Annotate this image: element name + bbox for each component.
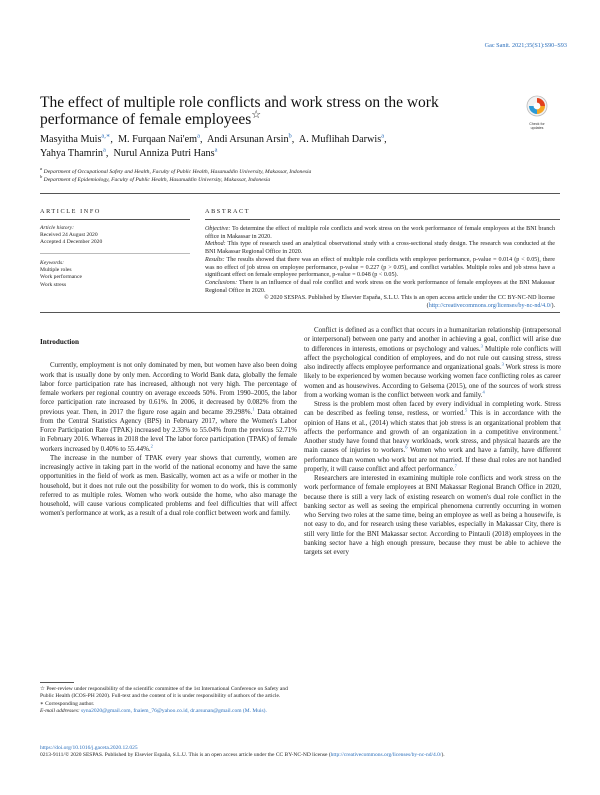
author-affiliation-mark[interactable]: a	[214, 146, 218, 154]
author-name[interactable]: Andi Arsunan Arsin	[207, 134, 289, 145]
article-title	[40, 94, 500, 128]
method-text: This type of research used an analytical observational study with a cross-sectional study design. The research was conducted at the BNI Makassar Regional Office in 2020.	[205, 241, 555, 256]
footer	[40, 745, 560, 760]
affiliation	[40, 176, 560, 184]
citation-ref[interactable]: 1	[252, 406, 255, 412]
abstract-copyright	[205, 295, 555, 310]
abstract-method	[205, 241, 555, 256]
header-divider	[40, 193, 560, 194]
footnotes	[40, 686, 297, 716]
received-date: Received 24 August 2020	[40, 232, 98, 239]
paragraph-text: Work stress is more likely to be experienced by women because working women face conflicting roles as career women and as housewives. According to Gelsema (2015), one of the sources of work stress from a working woman is the conflict between work and family.	[304, 363, 561, 399]
copyright-text: © 2020 SESPAS. Published by Elsevier España, S.L.U. This is an open access article under the CC BY-NC-ND license (	[264, 295, 555, 310]
conclusions-text: There is an influence of dual role conflict and work stress on the work performance of female employees at the BNI Makassar Regional Office in 2020.	[205, 279, 555, 294]
email-note	[40, 708, 297, 715]
affiliation-mark: b	[40, 174, 43, 180]
paragraph-text: Another study have found that heavy workloads, work stress, and physical hazards are the main causes of injuries to workers.	[304, 437, 561, 455]
article-history-label: Article history:	[40, 225, 75, 231]
author-name[interactable]: Masyitha Muis	[40, 134, 102, 145]
footnote-mark: ∗	[40, 700, 44, 707]
conclusions-label: Conclusions:	[205, 279, 238, 286]
license-text: 0213-9111/© 2020 SESPAS. Published by Elsevier España, S.L.U. This is an open access article under the CC BY-NC-ND license (	[40, 752, 331, 759]
license-link[interactable]: http://creativecommons.org/licenses/by-nc-nd/4.0/	[428, 303, 552, 310]
results-text: The results showed that there was an effect of multiple role conflicts with employee performance, p-value = 0.014 (p < 0.05), there was no effect of job stress on employee performance, p-value = 0.227 (p > 0.05), and conflict variables. Multiple roles and job stress have a significant effect on female employee performance, p-value = 0.048 (p < 0.05).	[205, 256, 555, 279]
paragraph	[304, 326, 561, 400]
paragraph-text: Stress is the problem most often faced by every individual in completing work. Stress can be described as feeling tense, restless, or worried.	[304, 400, 561, 418]
corresponding-text: Corresponding author.	[43, 700, 95, 707]
article-info-heading: ARTICLE INFO	[40, 208, 101, 215]
article-info-divider	[40, 219, 190, 220]
keywords-block	[40, 260, 190, 289]
license-end: ).	[441, 752, 445, 759]
abstract-divider	[205, 219, 560, 220]
keywords-label: Keywords:	[40, 260, 65, 266]
author-name[interactable]: Yahya Thamrin	[40, 148, 104, 159]
paragraph: Researchers are interested in examining multiple role conflicts and work stress on the work performance of female employees at BNI Makassar Regional Branch Office in 2020, because there is still a very lack of existing research on women's dual role conflict in the banking sector as well as seeing the empirical phenomena currently occurring in women who Serving two roles at the same time, being an employee as well as being a housewife, is not easy to do, and for research using these variables, especially in Makassar City, there is still very little for the BNI Makassar sector. According to Pintauli (2018) employees in the banking sector have a high enough pressure, because they must be able to achieve the targets set every	[304, 474, 561, 556]
affiliation	[40, 168, 560, 176]
email-addresses[interactable]: syna2020@gmail.com, fnaiem_76@yahoo.co.id, dr.arsunan@gmail.com (M. Muis).	[79, 708, 267, 715]
paragraph-text: Data obtained from the Central Statistics Agency (BPS) in February 2017, where the Women's Labor Force Participation Rate (TPAK) increased by 2.33% to 55.04% from the previous 52.71% in February 2016. Whereas in 2018 the level The labor force participation (TPAK) of female workers increased by 0.40% to 55.44%.	[40, 407, 297, 453]
paragraph	[40, 361, 297, 454]
peer-review-text: Peer-review under responsibility of the scientific committee of the 1st International Conference on Safety and Public Health (ICOS-PH 2020). Full-text and the content of it is under responsibility of authors of the article.	[40, 686, 288, 700]
author-affiliation-mark[interactable]: a	[103, 146, 106, 154]
license-link[interactable]: http://creativecommons.org/licenses/by-nc-nd/4.0/	[330, 752, 442, 759]
author-list: Masyitha Muis$^{a,∗}$, M. Furqaan $Nai'em^a$, Andi Arsunan Arsin$^b$, A. Muflihah Darwis$^a$, Yahya Thamrin$^a$, Nurul Anniza Putri Hans$^a$	[40, 132, 387, 159]
title-footnote-mark[interactable]: ☆	[251, 108, 262, 121]
left-column	[40, 338, 297, 519]
introduction-heading: Introduction	[40, 338, 80, 346]
keyword: Multiple roles	[40, 267, 72, 274]
abstract-heading: ABSTRACT	[205, 208, 251, 215]
citation-ref[interactable]: 7	[454, 463, 457, 469]
accepted-date: Accepted 4 December 2020	[40, 239, 103, 246]
footnote-mark: ☆	[40, 686, 45, 692]
article-history	[40, 225, 190, 247]
doi-link[interactable]: https://doi.org/10.1016/j.gaceta.2020.12.025	[40, 745, 138, 751]
article-info-subdivider	[40, 253, 190, 254]
keyword: Work performance	[40, 274, 82, 281]
results-label: Results:	[205, 256, 225, 263]
citation-ref[interactable]: 5	[558, 426, 561, 432]
paragraph: The increase in the number of TPAK every year shows that currently, women are increasingly active in taking part in the world of the national economy and have the same opportunities in the field of work as men. Basically, women act as a wife or mother in the household, but it does not rule out the possibility for women to do work, this is commonly referred to as multiple roles. Women who work outside the home, who also manage the household, will cause various complicated problems and feel difficulties that will affect women's performance at work, as a result of a dual role conflict between work and family.	[40, 453, 297, 518]
crossmark-icon	[524, 95, 550, 117]
method-label: Method:	[205, 241, 226, 248]
abstract-objective	[205, 226, 555, 241]
citation-ref[interactable]: 2	[150, 443, 153, 449]
copyright-end: ).	[551, 303, 555, 310]
keyword: Work stress	[40, 281, 67, 288]
author-affiliation-mark[interactable]: b	[288, 132, 292, 140]
paragraph-text: Women who work and have a family, have different performance than women who work but are not married. If these dual roles are not handled properly, it will cause conflict and affect performance.	[304, 446, 562, 473]
citation-ref[interactable]: 3	[480, 343, 483, 349]
objective-text: To determine the effect of multiple role conflicts and work stress on the work performance of female employees at the BNI branch office in Makassar in 2020.	[205, 226, 555, 240]
abstract-bottom-divider	[40, 312, 560, 313]
paragraph-text: Currently, employment is not only dominated by men, but women have also been doing work that is usually done by only men. According to World Bank data, globally the female labor force participation rate has increased, although not very high. The percentage of female workers per regional country on average exceeds 50%. From 1990–2005, the labor force participation rate increased by 0.61%. In 2006, it decreased by 0.082% from the previous year. Then, in 2017 the figure rose again and became 39.298%.	[40, 361, 297, 416]
check-for-updates-badge[interactable]	[524, 95, 550, 130]
check-for-updates-label: Check for updates	[529, 122, 545, 130]
author-name[interactable]: A. Muflihah Darwis	[298, 134, 382, 145]
author-affiliation-mark[interactable]: a	[381, 132, 385, 140]
paragraph-text: This is in accordance with the opinion of Hans et al., (2014) which states that job stress is an organizational problem that affects the performance and growth of an organization in a competitive environment.	[304, 409, 562, 436]
paragraph	[304, 400, 561, 474]
abstract-conclusions	[205, 280, 555, 295]
footer-license	[40, 752, 560, 759]
footnote-divider	[40, 682, 74, 683]
paragraph-text: Multiple role conflicts will affect the psychological condition of employees, and do not rule out causing stress, stress also indirectly affects employee performance and organizational goals.	[304, 344, 561, 371]
citation-ref[interactable]: 5	[465, 407, 468, 413]
peer-review-note	[40, 686, 297, 701]
title-text: The effect of multiple role conflicts and work stress on the work performance of female employees	[40, 94, 439, 128]
author-name[interactable]: Nurul Anniza Putri Hans	[113, 148, 215, 159]
abstract-body	[205, 226, 555, 311]
author-affiliation-mark[interactable]: a,∗	[101, 132, 111, 140]
citation-ref[interactable]: 4	[482, 389, 485, 395]
right-column	[304, 326, 561, 557]
affiliation-mark: a	[40, 166, 43, 172]
journal-reference[interactable]: Gac Sanit. 2021;35(S1):S90–S93	[484, 42, 567, 49]
email-label: E-mail addresses:	[40, 708, 80, 715]
author-affiliation-mark[interactable]: a	[197, 132, 200, 140]
citation-ref[interactable]: 3	[501, 361, 504, 367]
affiliation-text: Department of Occupational Safety and Health, Faculty of Public Health, Hasanuddin University, Makassar, Indonesia	[43, 169, 312, 175]
affiliation-text: Department of Epidemiology, Faculty of Public Health, Hasanuddin University, Makassar, Indonesia	[43, 177, 271, 183]
citation-ref[interactable]: 6	[405, 444, 408, 450]
objective-label: Objective:	[205, 226, 231, 232]
author-name[interactable]: M. Furqaan Nai'em	[118, 134, 198, 145]
paragraph-text: Conflict is defined as a conflict that occurs in a humanitarian relationship (intrapersonal or interpersonal) between one party and another in achieving a goal, conflict will arise due to differences in interests, emotions or psychology and values.	[304, 326, 561, 353]
abstract-results	[205, 257, 555, 280]
